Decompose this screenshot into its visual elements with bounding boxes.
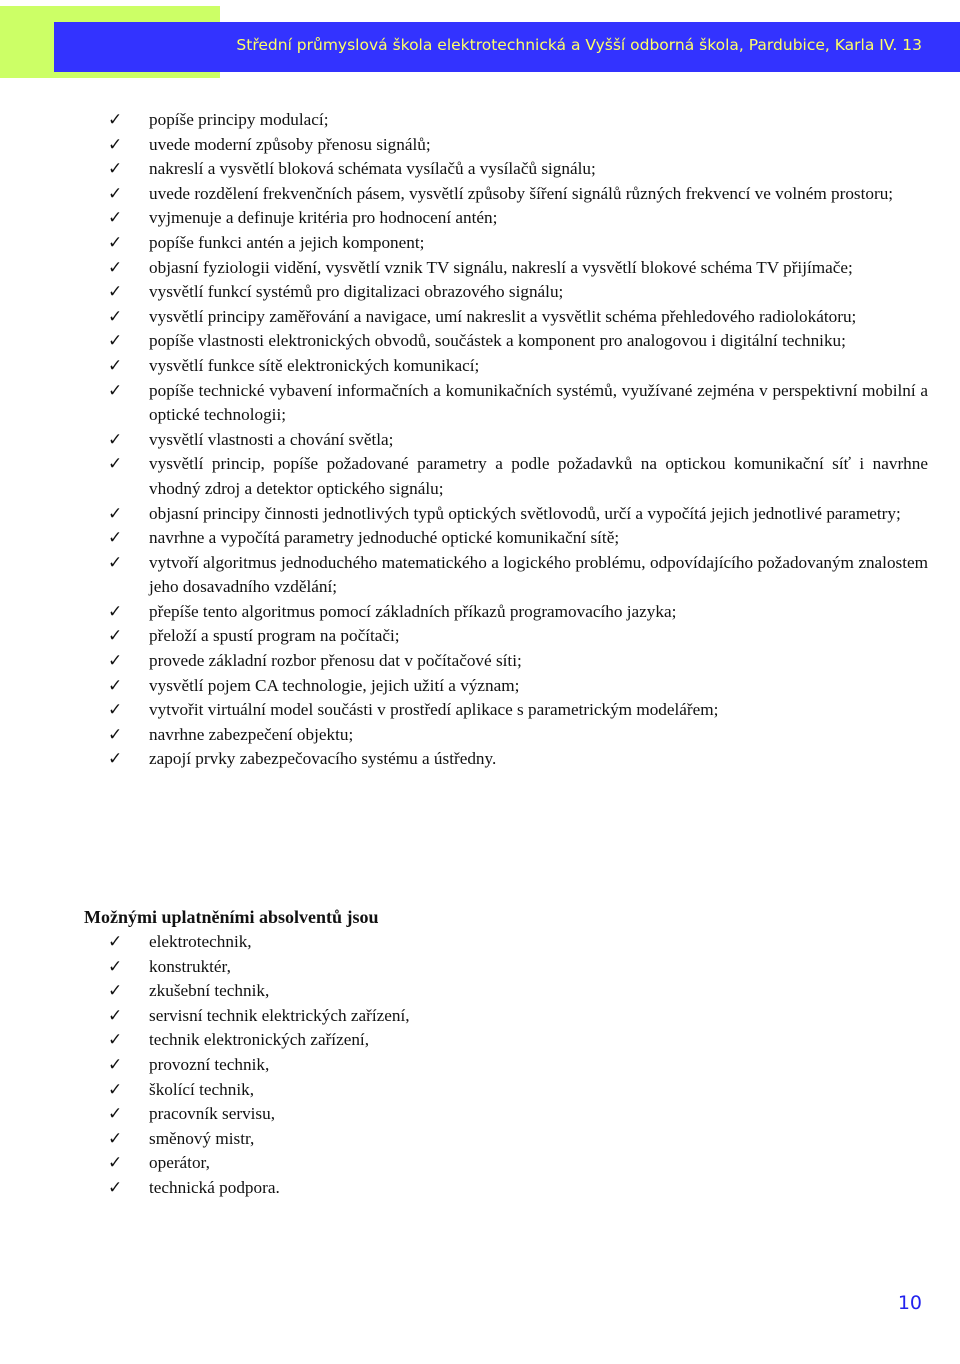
- list-item: [108, 955, 928, 980]
- list-item: [108, 502, 928, 527]
- list-item: [108, 231, 928, 256]
- list-item: [108, 1151, 928, 1176]
- checkmark-icon: ✓: [108, 675, 123, 696]
- list-item-text: zkušební technik,: [149, 981, 270, 1001]
- header-text: Střední průmyslová škola elektrotechnická a Vyšší odborná škola, Pardubice, Karla IV. 13: [236, 36, 922, 54]
- list-item: [108, 182, 928, 207]
- page-number: 10: [897, 1292, 922, 1314]
- list-item-text: směnový mistr,: [149, 1128, 255, 1148]
- outcomes-list: [108, 108, 928, 772]
- careers-heading: Možnými uplatněními absolventů jsou: [84, 907, 379, 927]
- list-item-text: vysvětlí pojem CA technologie, jejich užití a význam;: [149, 675, 520, 695]
- checkmark-icon: ✓: [108, 1079, 123, 1100]
- list-item: [108, 526, 928, 551]
- checkmark-icon: ✓: [108, 232, 123, 253]
- checkmark-icon: ✓: [108, 626, 123, 647]
- list-item: [108, 723, 928, 748]
- list-item-text: operátor,: [149, 1153, 210, 1173]
- list-item-text: konstruktér,: [149, 956, 231, 976]
- list-item: [108, 1078, 928, 1103]
- checkmark-icon: ✓: [108, 159, 123, 180]
- list-item-text: vyjmenuje a definuje kritéria pro hodnocení antén;: [149, 208, 498, 228]
- list-item: [108, 1004, 928, 1029]
- list-item-text: uvede moderní způsoby přenosu signálů;: [149, 134, 431, 154]
- list-item-text: vytvoří algoritmus jednoduchého matematického a logického problému, odpovídajícího požadovaným znalostem jeho dosavadního vzdělání;: [149, 552, 928, 597]
- page-header: [54, 22, 960, 72]
- list-item: [108, 1176, 928, 1201]
- checkmark-icon: ✓: [108, 306, 123, 327]
- list-item-text: nakreslí a vysvětlí bloková schémata vysílačů a vysílačů signálu;: [149, 159, 596, 179]
- checkmark-icon: ✓: [108, 1177, 123, 1198]
- careers-list: [108, 930, 928, 1201]
- list-item: [108, 649, 928, 674]
- checkmark-icon: ✓: [108, 134, 123, 155]
- list-item-text: vysvětlí funkce sítě elektronických komunikací;: [149, 355, 480, 375]
- checkmark-icon: ✓: [108, 380, 123, 401]
- list-item: [108, 1053, 928, 1078]
- list-item-text: vysvětlí principy zaměřování a navigace, umí nakreslit a vysvětlit schéma přehledového radiolokátoru;: [149, 306, 857, 326]
- list-item-text: objasní principy činnosti jednotlivých typů optických světlovodů, určí a vypočítá jejich jednotlivé parametry;: [149, 503, 901, 523]
- list-item: [108, 280, 928, 305]
- checkmark-icon: ✓: [108, 1005, 123, 1026]
- list-item: [108, 157, 928, 182]
- checkmark-icon: ✓: [108, 724, 123, 745]
- list-item-text: technická podpora.: [149, 1177, 280, 1197]
- list-item-text: přepíše tento algoritmus pomocí základních příkazů programovacího jazyka;: [149, 601, 677, 621]
- checkmark-icon: ✓: [108, 429, 123, 450]
- checkmark-icon: ✓: [108, 183, 123, 204]
- list-item-text: vytvořit virtuální model součásti v prostředí aplikace s parametrickým modelářem;: [149, 700, 719, 720]
- checkmark-icon: ✓: [108, 651, 123, 672]
- checkmark-icon: ✓: [108, 1153, 123, 1174]
- list-item: [108, 305, 928, 330]
- list-item-text: objasní fyziologii vidění, vysvětlí vznik TV signálu, nakreslí a vysvětlí blokové schéma TV přijímače;: [149, 257, 853, 277]
- checkmark-icon: ✓: [108, 257, 123, 278]
- checkmark-icon: ✓: [108, 355, 123, 376]
- list-item: [108, 698, 928, 723]
- list-item-text: pracovník servisu,: [149, 1104, 276, 1124]
- list-item: [108, 428, 928, 453]
- checkmark-icon: ✓: [108, 1128, 123, 1149]
- list-item: [108, 674, 928, 699]
- list-item: [108, 354, 928, 379]
- list-item-text: školící technik,: [149, 1079, 255, 1099]
- list-item-text: navrhne a vypočítá parametry jednoduché optické komunikační sítě;: [149, 528, 620, 548]
- checkmark-icon: ✓: [108, 932, 123, 952]
- list-item: [108, 979, 928, 1004]
- checkmark-icon: ✓: [108, 208, 123, 229]
- list-item-text: přeloží a spustí program na počítači;: [149, 626, 400, 646]
- checkmark-icon: ✓: [108, 749, 123, 770]
- checkmark-icon: ✓: [108, 110, 123, 130]
- checkmark-icon: ✓: [108, 700, 123, 721]
- list-item-text: popíše technické vybavení informačních a komunikačních systémů, využívané zejména v perspektivní mobilní a optické technologii;: [149, 380, 928, 425]
- checkmark-icon: ✓: [108, 552, 123, 573]
- list-item-text: technik elektronických zařízení,: [149, 1030, 369, 1050]
- list-item: [108, 1102, 928, 1127]
- list-item-text: uvede rozdělení frekvenčních pásem, vysvětlí způsoby šíření signálů různých frekvencí ve volném prostoru;: [149, 183, 894, 203]
- list-item: [108, 930, 928, 955]
- checkmark-icon: ✓: [108, 1104, 123, 1125]
- list-item: [108, 747, 928, 772]
- checkmark-icon: ✓: [108, 528, 123, 549]
- list-item-text: vysvětlí funkcí systémů pro digitalizaci obrazového signálu;: [149, 282, 564, 302]
- checkmark-icon: ✓: [108, 601, 123, 622]
- list-item-text: servisní technik elektrických zařízení,: [149, 1005, 410, 1025]
- list-item-text: vysvětlí princip, popíše požadované parametry a podle požadavků na optickou komunikační síť i navrhne vhodný zdroj a detektor optického signálu;: [149, 454, 928, 498]
- list-item: [108, 1127, 928, 1152]
- list-item: [108, 329, 928, 354]
- list-item-text: zapojí prvky zabezpečovacího systému a ústředny.: [149, 749, 497, 769]
- list-item: [108, 108, 928, 133]
- checkmark-icon: ✓: [108, 1054, 123, 1075]
- list-item: [108, 256, 928, 281]
- list-item-text: vysvětlí vlastnosti a chování světla;: [149, 429, 394, 449]
- checkmark-icon: ✓: [108, 981, 123, 1002]
- list-item-text: popíše funkci antén a jejich komponent;: [149, 232, 425, 252]
- list-item: [108, 624, 928, 649]
- checkmark-icon: ✓: [108, 503, 123, 524]
- checkmark-icon: ✓: [108, 454, 123, 475]
- list-item: [108, 379, 928, 428]
- list-item: [108, 1028, 928, 1053]
- list-item: [108, 452, 928, 501]
- list-item-text: navrhne zabezpečení objektu;: [149, 724, 354, 744]
- list-item-text: elektrotechnik,: [149, 932, 252, 951]
- list-item: [108, 551, 928, 600]
- checkmark-icon: ✓: [108, 331, 123, 352]
- checkmark-icon: ✓: [108, 1030, 123, 1051]
- checkmark-icon: ✓: [108, 282, 123, 303]
- list-item-text: popíše vlastnosti elektronických obvodů, součástek a komponent pro analogovou i digitální techniku;: [149, 331, 846, 351]
- list-item-text: provede základní rozbor přenosu dat v počítačové síti;: [149, 651, 522, 671]
- list-item-text: popíše principy modulací;: [149, 110, 329, 129]
- list-item: [108, 133, 928, 158]
- checkmark-icon: ✓: [108, 956, 123, 977]
- list-item: [108, 206, 928, 231]
- list-item-text: provozní technik,: [149, 1054, 270, 1074]
- list-item: [108, 600, 928, 625]
